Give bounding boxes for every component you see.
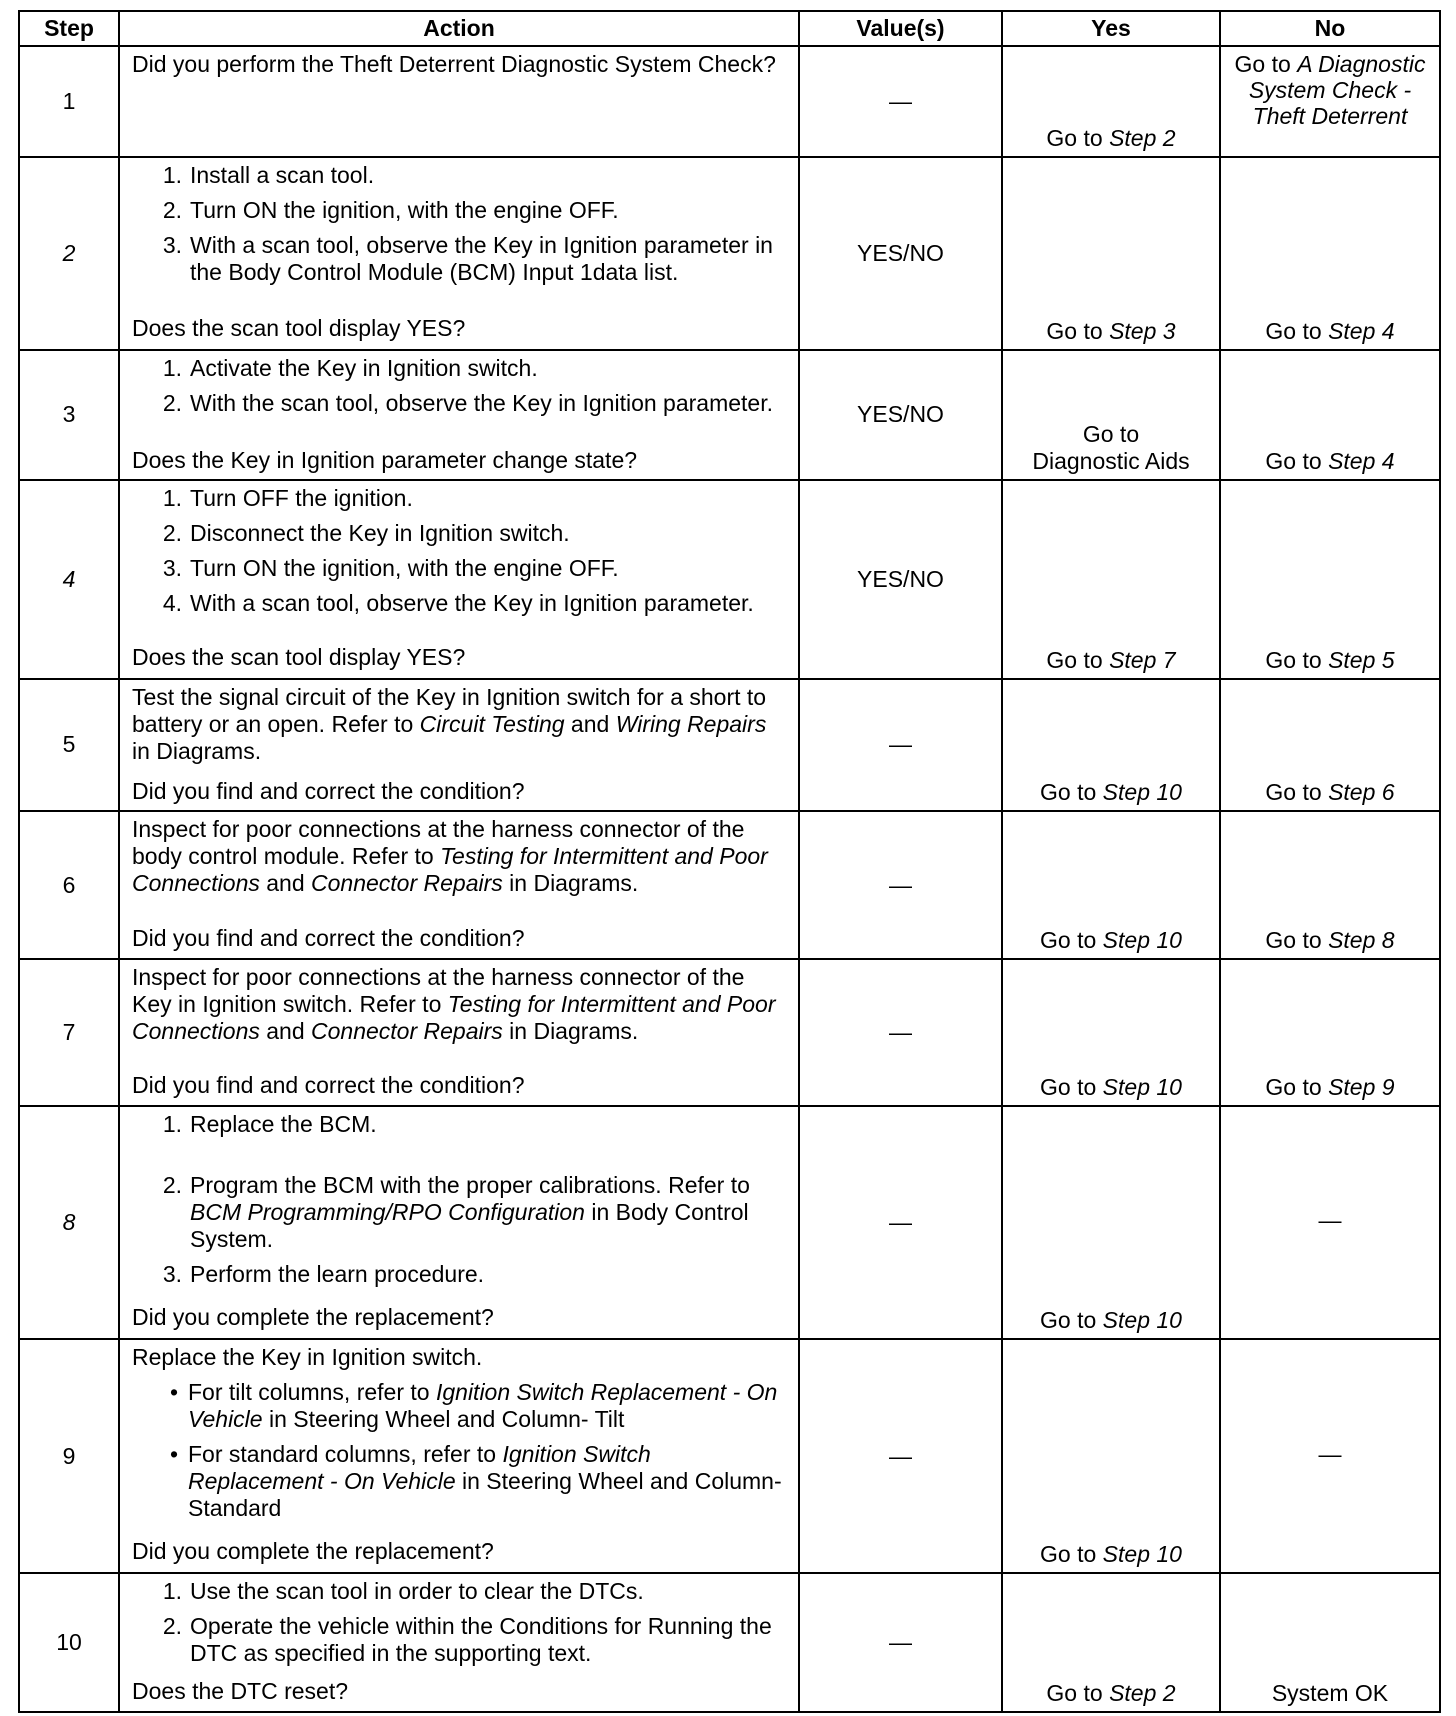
action-cell (119, 480, 799, 679)
diagnostic-table (18, 10, 1441, 1713)
goto-text: Go to (1040, 926, 1097, 953)
action-cell (119, 350, 799, 480)
question-text: Does the scan tool display YES? (132, 315, 466, 342)
list-item: 1. Install a scan tool. (162, 162, 375, 189)
table-row (19, 679, 1440, 811)
action-cell (119, 46, 799, 157)
step-number: 1 (19, 46, 119, 157)
no-cell (1220, 480, 1440, 679)
list-item: • For standard columns, refer to Ignition Switch Replacement - On Vehicle in Steering Wheel and Column- Standard (169, 1440, 782, 1521)
goto-text: Go to (1265, 646, 1322, 673)
action-text: Inspect for poor connections at the harness connector of the Key in Ignition switch. Refer to Testing for Intermittent and Poor Connections and Connector Repairs in Diagrams. (132, 963, 776, 1044)
reference-link[interactable]: Testing for Intermittent and Poor Connections (132, 843, 768, 897)
reference-link[interactable]: Connector Repairs (311, 1017, 503, 1044)
list-item: 4. With a scan tool, observe the Key in Ignition parameter. (162, 590, 754, 617)
question-text: Did you find and correct the condition? (132, 777, 525, 804)
value-cell: — (799, 679, 1002, 811)
no-cell (1220, 350, 1440, 480)
step-link[interactable]: Step 10 (1102, 779, 1182, 806)
yes-cell (1002, 959, 1220, 1106)
list-item: 1. Turn OFF the ignition. (162, 485, 413, 512)
header-row (19, 11, 1440, 46)
goto-text: Go to (1046, 125, 1103, 152)
step-number: 5 (19, 679, 119, 811)
header-yes: Yes (1002, 11, 1220, 46)
diagnostic-aids-link[interactable]: Diagnostic Aids (1032, 448, 1190, 475)
action-text: Replace the Key in Ignition switch. (132, 1343, 483, 1370)
step-link[interactable]: Step 10 (1102, 1541, 1182, 1568)
action-cell (119, 1573, 799, 1712)
no-cell (1220, 46, 1440, 157)
step-link[interactable]: Step 2 (1109, 1680, 1176, 1706)
table-row (19, 480, 1440, 679)
step-number: 2 (19, 157, 119, 350)
list-item: • For tilt columns, refer to Ignition Switch Replacement - On Vehicle in Steering Wheel and Column- Tilt (169, 1378, 778, 1432)
yes-cell (1002, 157, 1220, 350)
goto-text: Go to (1046, 1680, 1103, 1706)
header-action: Action (119, 11, 799, 46)
step-link[interactable]: Step 5 (1328, 646, 1395, 673)
reference-link[interactable]: BCM Programming/RPO Configuration (190, 1198, 585, 1225)
table-row (19, 157, 1440, 350)
goto-text: Go to (1265, 317, 1322, 344)
yes-cell (1002, 480, 1220, 679)
value-cell: — (799, 46, 1002, 157)
table-row (19, 959, 1440, 1106)
goto-text: Go to (1265, 1073, 1322, 1100)
action-cell (119, 1106, 799, 1339)
value-cell: YES/NO (799, 157, 1002, 350)
diagnostic-check-link[interactable]: A Diagnostic System Check - Theft Deterrent (1248, 51, 1426, 129)
no-cell: — (1220, 1339, 1440, 1573)
goto-text: Go to (1040, 1306, 1097, 1333)
step-link[interactable]: Step 6 (1328, 779, 1395, 806)
yes-cell (1002, 1573, 1220, 1712)
step-number: 9 (19, 1339, 119, 1573)
list-item: 3. Turn ON the ignition, with the engine OFF. (162, 555, 619, 582)
value-cell: — (799, 959, 1002, 1106)
step-number: 4 (19, 480, 119, 679)
value-cell: YES/NO (799, 480, 1002, 679)
action-list (132, 1578, 790, 1675)
step-number: 8 (19, 1106, 119, 1339)
yes-cell (1002, 679, 1220, 811)
list-item: 2. Disconnect the Key in Ignition switch. (162, 520, 570, 547)
action-cell (119, 811, 799, 959)
table-row (19, 1339, 1440, 1573)
goto-text: Go to (1046, 317, 1103, 344)
action-list (132, 355, 790, 425)
action-cell (119, 1339, 799, 1573)
reference-link[interactable]: Ignition Switch Replacement - On Vehicle (188, 1440, 651, 1494)
step-link[interactable]: Step 10 (1102, 926, 1182, 953)
step-link[interactable]: Step 10 (1102, 1306, 1182, 1333)
goto-text: Go to (1040, 1073, 1097, 1100)
no-cell (1220, 959, 1440, 1106)
value-cell: — (799, 1106, 1002, 1339)
value-cell: — (799, 811, 1002, 959)
list-item: 3. With a scan tool, observe the Key in Ignition parameter in the Body Control Module (BCM) Input 1data list. (162, 232, 773, 286)
question-text: Did you complete the replacement? (132, 1537, 494, 1564)
no-cell: System OK (1220, 1573, 1440, 1712)
no-cell (1220, 157, 1440, 350)
value-cell: — (799, 1339, 1002, 1573)
list-item: 1. Use the scan tool in order to clear the DTCs. (162, 1578, 644, 1605)
question-text: Does the DTC reset? (132, 1678, 349, 1705)
list-item: 2. Operate the vehicle within the Conditions for Running the DTC as specified in the supporting text. (162, 1613, 772, 1667)
goto-text: Go to (1040, 779, 1097, 806)
yes-cell (1002, 350, 1220, 480)
goto-text: Go to (1265, 448, 1322, 475)
table-row (19, 811, 1440, 959)
action-text: Test the signal circuit of the Key in Ignition switch for a short to battery or an open. Refer to Circuit Testing and Wiring Repairs in Diagrams. (132, 683, 767, 764)
yes-cell (1002, 1339, 1220, 1573)
step-link[interactable]: Step 3 (1109, 317, 1176, 344)
step-link[interactable]: Step 9 (1328, 1073, 1395, 1100)
step-link[interactable]: Step 4 (1328, 317, 1395, 344)
no-cell: — (1220, 1106, 1440, 1339)
goto-text: Go to (1265, 779, 1322, 806)
reference-link[interactable]: Testing for Intermittent and Poor Connections (132, 990, 776, 1044)
value-cell: — (799, 1573, 1002, 1712)
header-values: Value(s) (799, 11, 1002, 46)
header-step: Step (19, 11, 119, 46)
no-cell (1220, 679, 1440, 811)
goto-text: Go to (1082, 421, 1140, 448)
action-cell (119, 157, 799, 350)
action-list (132, 1111, 790, 1296)
question-text: Did you find and correct the condition? (132, 925, 525, 952)
step-link[interactable]: Step 7 (1109, 646, 1176, 673)
action-cell (119, 679, 799, 811)
yes-cell (1002, 1106, 1220, 1339)
list-item: 2. With the scan tool, observe the Key in Ignition parameter. (162, 389, 773, 416)
step-number: 7 (19, 959, 119, 1106)
yes-cell (1002, 46, 1220, 157)
question-text: Does the scan tool display YES? (132, 644, 466, 671)
yes-cell (1002, 811, 1220, 959)
question-text: Did you complete the replacement? (132, 1303, 494, 1330)
step-number: 3 (19, 350, 119, 480)
action-list (132, 162, 790, 294)
action-text: Inspect for poor connections at the harness connector of the body control module. Refer to Testing for Intermittent and Poor Connections and Connector Repairs in Diagrams. (132, 816, 768, 897)
header-no: No (1220, 11, 1440, 46)
step-link[interactable]: Step 10 (1102, 1073, 1182, 1100)
action-text: Did you perform the Theft Deterrent Diagnostic System Check? (132, 51, 776, 77)
list-item: 1. Activate the Key in Ignition switch. (162, 354, 538, 381)
action-cell (119, 959, 799, 1106)
goto-text: Go to (1234, 51, 1291, 77)
reference-link[interactable]: Wiring Repairs (615, 710, 767, 737)
step-link[interactable]: Step 4 (1328, 448, 1395, 475)
table-row (19, 1573, 1440, 1712)
bullet-list (132, 1379, 790, 1530)
step-number: 6 (19, 811, 119, 959)
table-row (19, 350, 1440, 480)
step-link[interactable]: Step 2 (1109, 125, 1176, 152)
table-row (19, 46, 1440, 157)
list-item: 3. Perform the learn procedure. (162, 1260, 485, 1287)
reference-link[interactable]: Connector Repairs (311, 870, 503, 897)
reference-link[interactable]: Circuit Testing (419, 710, 565, 737)
goto-text: Go to (1046, 646, 1103, 673)
goto-text: Go to (1265, 926, 1322, 953)
list-item: 2. Program the BCM with the proper calibrations. Refer to BCM Programming/RPO Configuration in Body Control System. (162, 1171, 750, 1252)
list-item: 2. Turn ON the ignition, with the engine OFF. (162, 197, 619, 224)
reference-link[interactable]: Ignition Switch Replacement - On Vehicle (188, 1378, 778, 1432)
no-cell (1220, 811, 1440, 959)
table-row (19, 1106, 1440, 1339)
list-item: 1. Replace the BCM. (162, 1110, 377, 1137)
step-link[interactable]: Step 8 (1328, 926, 1395, 953)
action-list (132, 485, 790, 625)
question-text: Did you find and correct the condition? (132, 1071, 525, 1098)
question-text: Does the Key in Ignition parameter change state? (132, 446, 638, 473)
value-cell: YES/NO (799, 350, 1002, 480)
goto-text: Go to (1040, 1541, 1097, 1568)
step-number: 10 (19, 1573, 119, 1712)
